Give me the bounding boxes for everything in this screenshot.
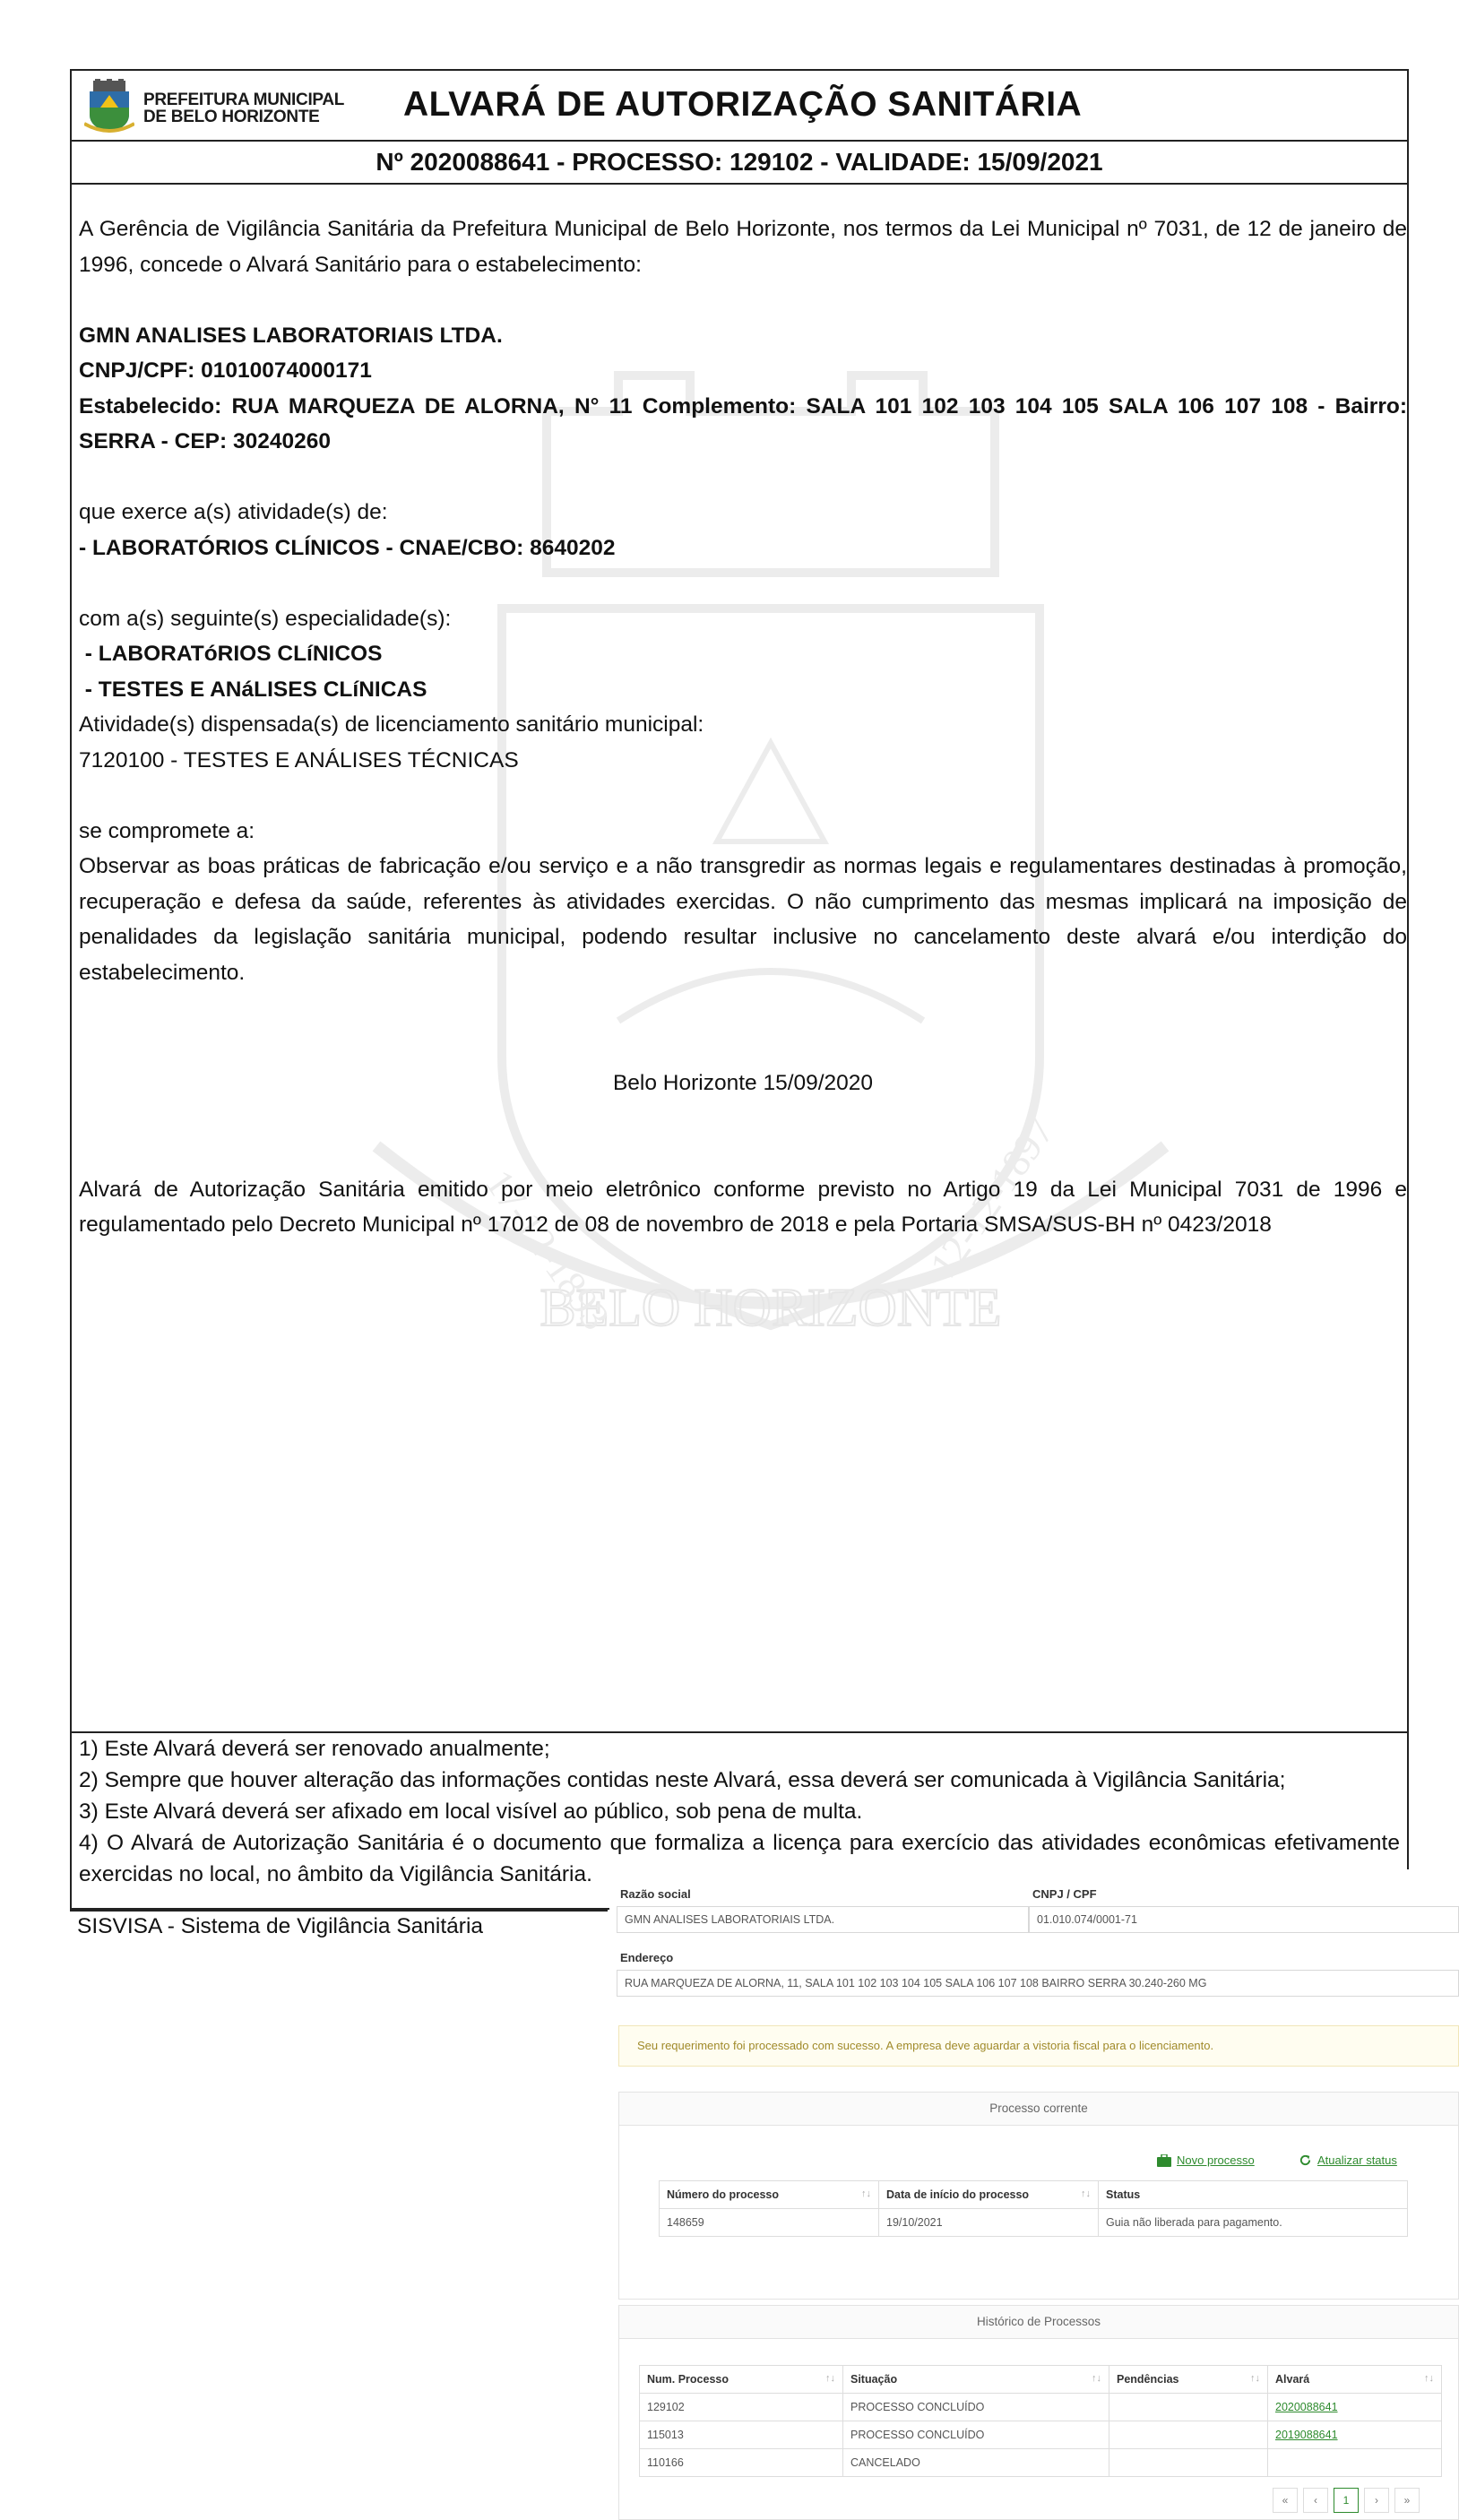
note-item: 3) Este Alvará deverá ser afixado em local visível ao público, sob pena de multa. (79, 1799, 863, 1824)
column-header-label: Alvará (1275, 2373, 1310, 2386)
current-process-title: Processo corrente (619, 2093, 1458, 2126)
sort-icon: ↑↓ (1081, 2188, 1091, 2199)
cnpj-field[interactable]: 01.010.074/0001-71 (1029, 1906, 1459, 1933)
history-title: Histórico de Processos (619, 2306, 1458, 2339)
column-header[interactable] (879, 2181, 1099, 2209)
first-page-button[interactable]: « (1273, 2488, 1298, 2513)
specialty-item: - TESTES E ANáLISES CLíNICAS (79, 677, 427, 702)
razao-social-group (617, 1882, 1029, 1933)
document-notes (72, 1731, 1407, 1890)
razao-social-label: Razão social (620, 1887, 691, 1901)
table-header-row (660, 2181, 1408, 2209)
specialty-item: - LABORATóRIOS CLíNICOS (79, 642, 383, 666)
document-bottom-border (70, 1910, 608, 1912)
table-cell: 148659 (660, 2209, 879, 2237)
current-process-panel (618, 2092, 1459, 2300)
activity-item: - LABORATÓRIOS CLÍNICOS - CNAE/CBO: 8640202 (79, 535, 616, 560)
watermark-right-date: 12-12-1897 (921, 1109, 1063, 1286)
alvara-document (70, 69, 1409, 1910)
table-row (640, 2421, 1442, 2449)
table-cell: 19/10/2021 (879, 2209, 1099, 2237)
prev-page-button[interactable]: ‹ (1303, 2488, 1328, 2513)
briefcase-icon (1157, 2154, 1171, 2167)
note-item: 1) Este Alvará deverá ser renovado anualmente; (79, 1737, 550, 1761)
document-number-line: Nº 2020088641 - PROCESSO: 129102 - VALIDADE: 15/09/2021 (72, 142, 1407, 185)
note-item: 2) Sempre que houver alteração das informações contidas neste Alvará, essa deverá ser comunicada à Vigilância Sanitária; (79, 1768, 1286, 1792)
cnpj-group (1029, 1882, 1459, 1933)
table-cell (1109, 2449, 1268, 2477)
table-cell: Guia não liberada para pagamento. (1099, 2209, 1408, 2237)
table-cell: 115013 (640, 2421, 843, 2449)
specialties-label: com a(s) seguinte(s) especialidade(s): (79, 606, 452, 631)
sort-icon: ↑↓ (1092, 2373, 1101, 2384)
table-cell (1109, 2394, 1268, 2421)
exempt-label: Atividade(s) dispensada(s) de licenciamento sanitário municipal: (79, 712, 704, 737)
table-cell: CANCELADO (843, 2449, 1109, 2477)
endereco-field[interactable]: RUA MARQUEZA DE ALORNA, 11, SALA 101 102 103 104 105 SALA 106 107 108 BAIRRO SERRA 30.240-260 MG (617, 1970, 1459, 1997)
sisvisa-web-panel (609, 1869, 1459, 2520)
legal-text: Alvará de Autorização Sanitária emitido por meio eletrônico conforme previsto no Artigo 19 da Lei Municipal 7031 de 1996 e regulamentado pelo Decreto Municipal nº 17012 de 08 de novembro de 2018 e pela Portaria SMSA/SUS-BH nº 0423/2018 (79, 1177, 1407, 1237)
commitment-label: se compromete a: (79, 818, 255, 843)
place-date: Belo Horizonte 15/09/2020 (612, 1071, 874, 1095)
refresh-status-label: Atualizar status (1317, 2153, 1397, 2167)
cnpj-label: CNPJ / CPF (1032, 1887, 1097, 1901)
table-cell (1268, 2394, 1442, 2421)
logo-text (143, 91, 344, 125)
company-info-form (617, 1882, 1459, 1997)
table-row (640, 2394, 1442, 2421)
table-cell (1268, 2449, 1442, 2477)
new-process-button[interactable] (1157, 2153, 1255, 2167)
table-header-row (640, 2366, 1442, 2394)
column-header-label: Número do processo (667, 2188, 780, 2201)
pagination (1273, 2488, 1420, 2513)
page-button-current[interactable]: 1 (1334, 2488, 1359, 2513)
alvara-link[interactable]: 2020088641 (1275, 2401, 1338, 2413)
next-page-button[interactable]: › (1364, 2488, 1389, 2513)
razao-social-field[interactable]: GMN ANALISES LABORATORIAIS LTDA. (617, 1906, 1029, 1933)
logo-line-2: DE BELO HORIZONTE (143, 108, 320, 126)
sort-icon: ↑↓ (861, 2188, 871, 2199)
table-cell: 110166 (640, 2449, 843, 2477)
prefeitura-logo (84, 79, 353, 134)
table-cell: PROCESSO CONCLUÍDO (843, 2394, 1109, 2421)
sort-icon: ↑↓ (1250, 2373, 1260, 2384)
column-header[interactable] (660, 2181, 879, 2209)
column-header-label: Status (1106, 2188, 1141, 2201)
last-page-button[interactable]: » (1394, 2488, 1420, 2513)
sort-icon: ↑↓ (825, 2373, 835, 2384)
endereco-label: Endereço (620, 1951, 674, 1964)
column-header[interactable] (640, 2366, 843, 2394)
intro-text: A Gerência de Vigilância Sanitária da Prefeitura Municipal de Belo Horizonte, nos termos da Lei Municipal nº 7031, de 12 de janeiro de 1996, concede o Alvará Sanitário para o estabelecimento: (79, 217, 1407, 277)
refresh-status-button[interactable] (1299, 2153, 1397, 2167)
table-cell (1109, 2421, 1268, 2449)
logo-line-1: PREFEITURA MUNICIPAL (143, 91, 345, 109)
alvara-link[interactable]: 2019088641 (1275, 2429, 1338, 2441)
watermark-city: BELO HORIZONTE (540, 1278, 1002, 1337)
column-header-label: Num. Processo (647, 2373, 730, 2386)
column-header-label: Situação (850, 2373, 898, 2386)
refresh-icon (1299, 2153, 1312, 2167)
document-header (72, 71, 1407, 142)
company-cnpj: CNPJ/CPF: 01010074000171 (79, 358, 372, 383)
success-alert: Seu requerimento foi processado com sucesso. A empresa deve aguardar a vistoria fiscal para o licenciamento. (618, 2025, 1459, 2067)
company-name: GMN ANALISES LABORATORIAIS LTDA. (79, 323, 503, 348)
company-address: Estabelecido: RUA MARQUEZA DE ALORNA, N° 11 Complemento: SALA 101 102 103 104 105 SALA 106 107 108 - Bairro: SERRA - CEP: 30240260 (79, 393, 1407, 453)
commitment-text: Observar as boas práticas de fabricação e/ou serviço e a não transgredir as normas legais e regulamentares destinadas à promoção, recuperação e defesa da saúde, referentes às atividades exercidas. O não cumprimento das mesmas implicará na imposição de penalidades da legislação sanitária municipal, podendo resultar inclusive no cancelamento deste alvará e/ou interdição do estabelecimento. (79, 854, 1407, 985)
watermark-left-date: 17-12-1893 (476, 1161, 618, 1338)
current-process-table (659, 2180, 1408, 2237)
endereco-group (617, 1946, 1459, 1997)
column-header[interactable] (1268, 2366, 1442, 2394)
document-title: ALVARÁ DE AUTORIZAÇÃO SANITÁRIA (403, 85, 1083, 124)
column-header-label: Pendências (1117, 2373, 1179, 2386)
new-process-label: Novo processo (1177, 2153, 1255, 2167)
system-footer: SISVISA - Sistema de Vigilância Sanitária (77, 1914, 484, 1938)
activities-label: que exerce a(s) atividade(s) de: (79, 500, 388, 524)
table-row (660, 2209, 1408, 2237)
column-header[interactable] (1109, 2366, 1268, 2394)
history-table (639, 2365, 1442, 2477)
column-header[interactable] (843, 2366, 1109, 2394)
bh-coat-of-arms-icon (84, 79, 134, 134)
column-header[interactable] (1099, 2181, 1408, 2209)
table-row (640, 2449, 1442, 2477)
note-item: 4) O Alvará de Autorização Sanitária é o documento que formaliza a licença para exercício das atividades econômicas efetivamente exercidas no local, no âmbito da Vigilância Sanitária. (79, 1831, 1400, 1886)
sort-icon: ↑↓ (1424, 2373, 1434, 2384)
table-cell: 129102 (640, 2394, 843, 2421)
table-cell: PROCESSO CONCLUÍDO (843, 2421, 1109, 2449)
exempt-item: 7120100 - TESTES E ANÁLISES TÉCNICAS (79, 747, 519, 772)
column-header-label: Data de início do processo (886, 2188, 1030, 2201)
document-body (79, 211, 1407, 1243)
table-cell (1268, 2421, 1442, 2449)
